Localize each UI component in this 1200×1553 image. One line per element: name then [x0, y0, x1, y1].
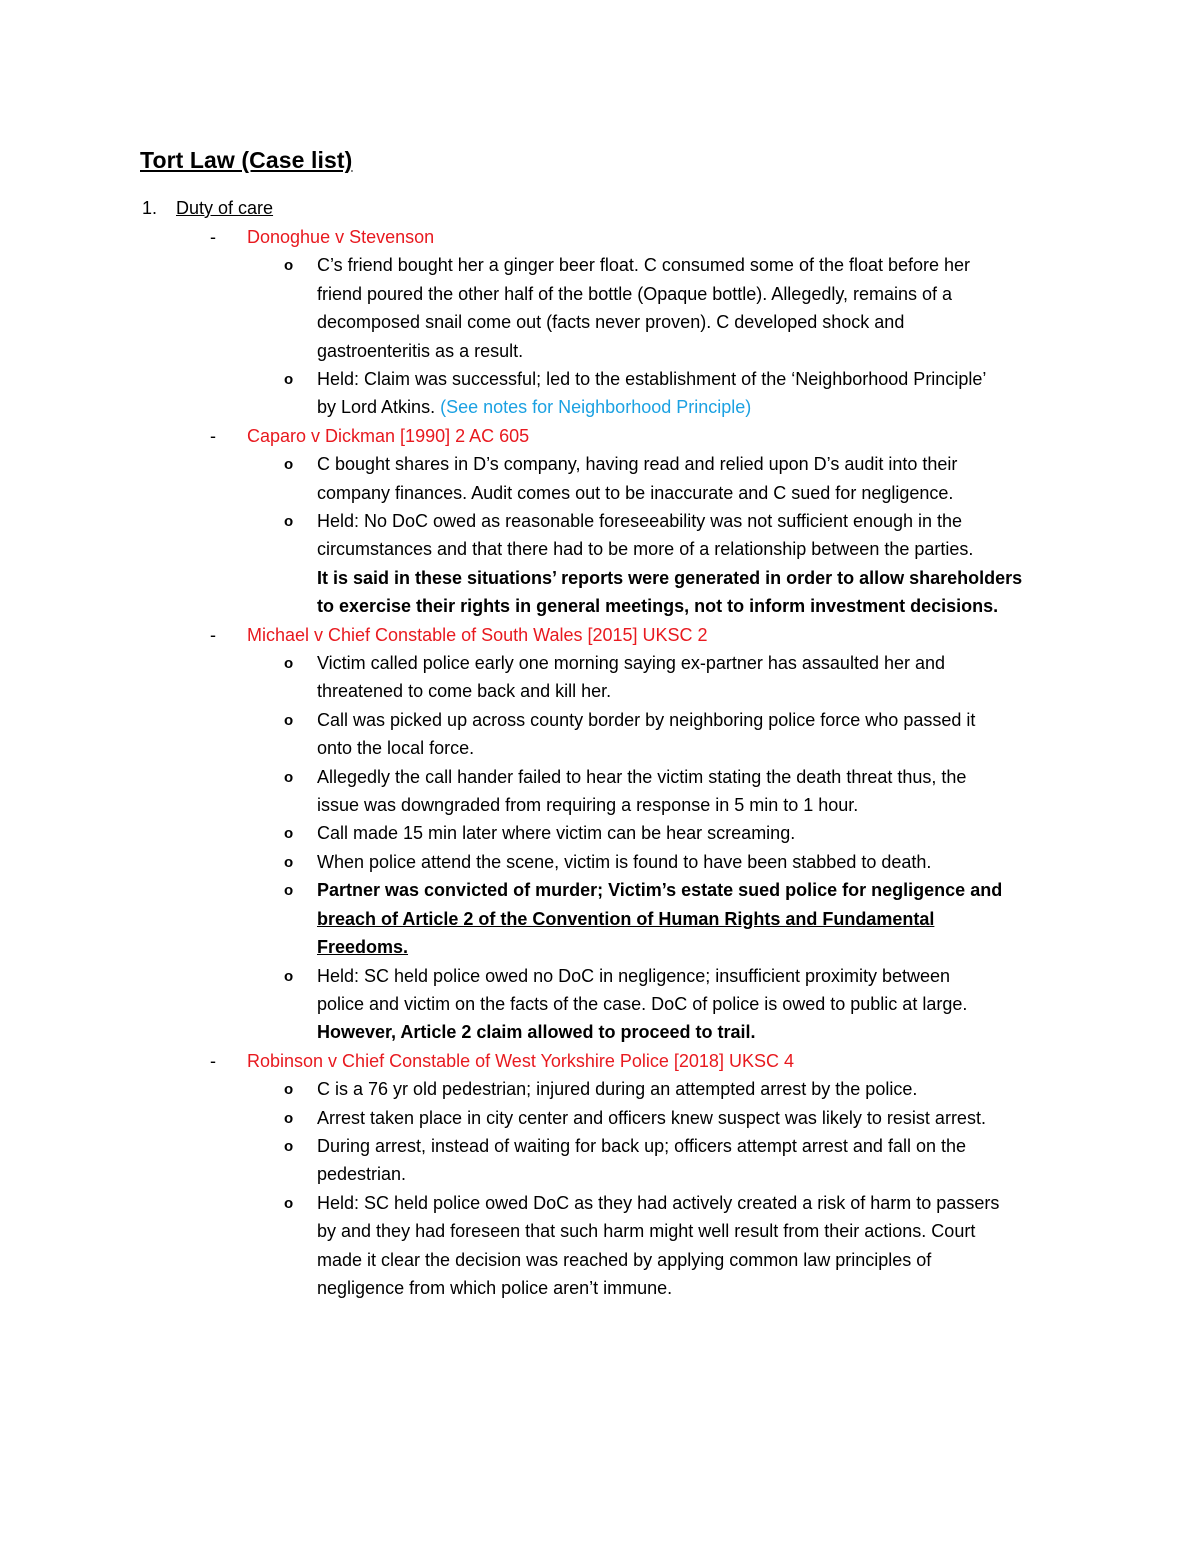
case-bullet-list: [0, 649, 1200, 1047]
case-heading: [0, 1047, 1200, 1075]
bullet-text: [317, 365, 1077, 422]
case-bullet: [0, 1104, 1077, 1132]
text-run: Held: SC held police owed DoC as they had actively created a risk of harm to passers by and they had foreseen that such harm might well result from their actions. Court made it clear the decision was reached by applying common law principles of negligence from which police aren’t immune.: [317, 1192, 1000, 1298]
dash-marker: -: [210, 227, 216, 247]
bullet-text: [317, 706, 1077, 763]
case-entry: [0, 223, 1200, 422]
bullet-marker: o: [284, 768, 294, 786]
case-bullet: [0, 649, 1077, 706]
bullet-text: [317, 450, 1077, 507]
dash-marker: -: [210, 624, 216, 645]
text-run: Call made 15 min later where victim can be hear screaming.: [317, 823, 796, 844]
bullet-text: [317, 962, 1077, 1047]
document-title: Tort Law (Case list): [140, 147, 353, 173]
bullet-text: [317, 848, 1077, 876]
case-bullet: [0, 876, 1077, 961]
case-entry: [0, 621, 1200, 1047]
dash-marker: -: [210, 1050, 216, 1071]
bullet-text: [317, 1104, 1077, 1132]
case-bullet: [0, 1075, 1077, 1103]
bullet-text: [317, 649, 1077, 706]
bullet-marker: o: [284, 655, 294, 673]
bullet-marker: o: [284, 1109, 294, 1127]
case-name: Donoghue v Stevenson: [247, 227, 435, 247]
case-bullet: [0, 706, 1077, 763]
text-run: Victim called police early one morning saying ex-partner has assaulted her and threatened to come back and kill her.: [317, 653, 946, 702]
bullet-marker: o: [284, 257, 294, 275]
case-heading: [0, 223, 1200, 251]
case-bullet: [0, 819, 1077, 847]
bullet-marker: o: [284, 853, 294, 871]
case-bullet: [0, 1189, 1077, 1303]
bullet-text: [317, 876, 1077, 961]
text-run: Partner was convicted of murder; Victim’s estate sued police for negligence and: [317, 880, 1003, 901]
bullet-text: [317, 819, 1077, 847]
bullet-marker: o: [284, 513, 294, 531]
section-label: Duty of care: [176, 198, 274, 218]
text-run: Call was picked up across county border by neighboring police force who passed it onto the local force.: [317, 709, 976, 759]
case-heading: [0, 621, 1200, 649]
case-bullet-list: [0, 1075, 1200, 1302]
bullet-marker: o: [284, 711, 294, 729]
case-name: Michael v Chief Constable of South Wales [2015] UKSC 2: [247, 624, 708, 645]
case-entry: [0, 1047, 1200, 1303]
case-entry: [0, 422, 1200, 621]
text-run: During arrest, instead of waiting for back up; officers attempt arrest and fall on the pedestrian.: [317, 1135, 967, 1185]
text-run: When police attend the scene, victim is found to have been stabbed to death.: [317, 851, 932, 872]
text-run: C is a 76 yr old pedestrian; injured during an attempted arrest by the police.: [317, 1079, 918, 1100]
bullet-text: [317, 1132, 1077, 1189]
case-list: [0, 223, 1200, 1302]
bullet-text: [317, 1075, 1077, 1103]
text-run: However, Article 2 claim allowed to proceed to trail.: [317, 1022, 756, 1043]
text-run: It is said in these situations’ reports were generated in order to allow shareholders to exercise their rights in general meetings, not to inform investment decisions.: [317, 567, 1023, 617]
text-run: (See notes for Neighborhood Principle): [440, 397, 752, 418]
bullet-marker: o: [284, 371, 294, 389]
text-run: C’s friend bought her a ginger beer float. C consumed some of the float before her friend poured the other half of the bottle (Opaque bottle). Allegedly, remains of a decomposed snail come out (facts never proven). C developed shock and gastroenteritis as a result.: [317, 255, 971, 361]
text-run: Held: SC held police owed no DoC in negligence; insufficient proximity between police and victim on the facts of the case. DoC of police is owed to public at large.: [317, 965, 968, 1014]
bullet-marker: o: [284, 1137, 294, 1155]
text-run: breach of Article 2 of the Convention of Human Rights and Fundamental Freedoms.: [317, 908, 935, 958]
case-name: Caparo v Dickman [1990] 2 AC 605: [247, 425, 530, 446]
section-number: 1.: [142, 198, 158, 218]
bullet-marker: o: [284, 882, 294, 900]
case-bullet-list: [0, 450, 1200, 620]
bullet-text: [317, 763, 1077, 820]
bullet-text: [317, 251, 1077, 365]
case-bullet: [0, 450, 1077, 507]
case-heading: [0, 422, 1200, 450]
case-bullet: [0, 763, 1077, 820]
text-run: Arrest taken place in city center and officers knew suspect was likely to resist arrest.: [317, 1107, 986, 1128]
text-run: Held: No DoC owed as reasonable foreseeability was not sufficient enough in the circumstances and that there had to be more of a relationship between the parties.: [317, 511, 974, 560]
case-bullet: [0, 848, 1077, 876]
case-bullet: [0, 962, 1077, 1047]
text-run: C bought shares in D’s company, having read and relied upon D’s audit into their company finances. Audit comes out to be inaccurate and C sued for negligence.: [317, 454, 958, 503]
case-name: Robinson v Chief Constable of West Yorkshire Police [2018] UKSC 4: [247, 1050, 794, 1071]
dash-marker: -: [210, 425, 216, 446]
bullet-marker: o: [284, 1081, 294, 1099]
bullet-marker: o: [284, 825, 294, 843]
case-bullet: [0, 507, 1077, 621]
case-bullet-list: [0, 251, 1200, 421]
bullet-marker: o: [284, 967, 294, 985]
text-run: Held: Claim was successful; led to the establishment of the ‘Neighborhood Principle’ by Lord Atkins.: [317, 369, 987, 418]
bullet-marker: o: [284, 1194, 294, 1212]
section-heading: [142, 194, 273, 222]
case-bullet: [0, 1132, 1077, 1189]
case-bullet: [0, 365, 1077, 422]
bullet-marker: o: [284, 456, 294, 474]
text-run: Allegedly the call hander failed to hear the victim stating the death threat thus, the issue was downgraded from requiring a response in 5 min to 1 hour.: [317, 766, 967, 816]
bullet-text: [317, 1189, 1077, 1303]
case-bullet: [0, 251, 1077, 365]
bullet-text: [317, 507, 1077, 621]
